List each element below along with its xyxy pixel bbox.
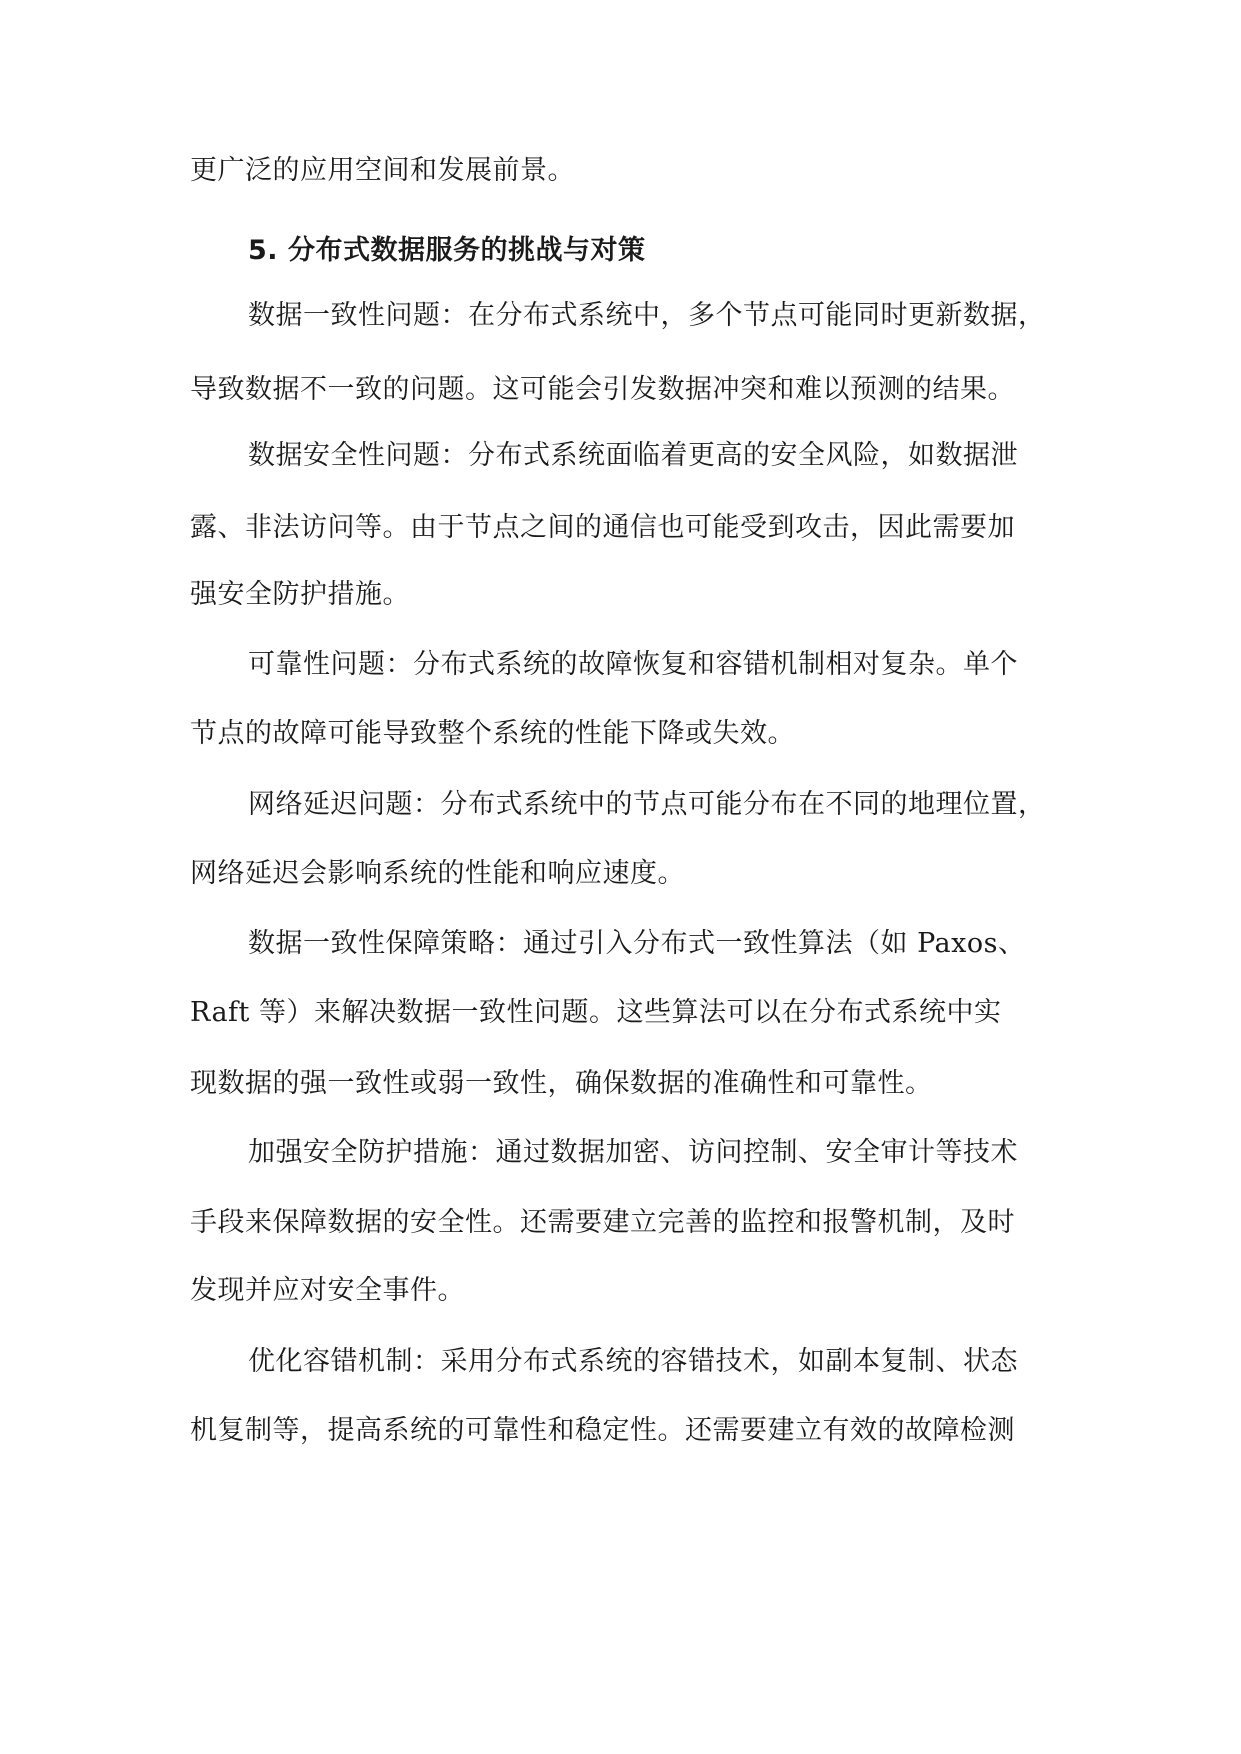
paragraph-line: 露、非法访问等。由于节点之间的通信也可能受到攻击，因此需要加 [190,512,1015,543]
paragraph-line: 发现并应对安全事件。 [190,1275,465,1306]
paragraph-line: 可靠性问题：分布式系统的故障恢复和容错机制相对复杂。单个 [248,649,1018,680]
paragraph-line: 优化容错机制：采用分布式系统的容错技术，如副本复制、状态 [248,1346,1018,1377]
paragraph-line: 网络延迟会影响系统的性能和响应速度。 [190,858,685,889]
paragraph-line: 节点的故障可能导致整个系统的性能下降或失效。 [190,718,795,749]
paragraph-line: 强安全防护措施。 [190,579,410,610]
paragraph-line: 数据安全性问题：分布式系统面临着更高的安全风险，如数据泄 [248,440,1018,471]
paragraph-line: 手段来保障数据的安全性。还需要建立完善的监控和报警机制，及时 [190,1207,1015,1238]
paragraph-line: 机复制等，提高系统的可靠性和稳定性。还需要建立有效的故障检测 [190,1415,1015,1446]
paragraph-line: 导致数据不一致的问题。这可能会引发数据冲突和难以预测的结果。 [190,374,1015,405]
paragraph-line: 数据一致性问题：在分布式系统中，多个节点可能同时更新数据， [248,300,1046,331]
paragraph-line: 现数据的强一致性或弱一致性，确保数据的准确性和可靠性。 [190,1068,933,1099]
paragraph-line: 加强安全防护措施：通过数据加密、访问控制、安全审计等技术 [248,1137,1018,1168]
paragraph-line: 数据一致性保障策略：通过引入分布式一致性算法（如 Paxos、 [248,928,1026,959]
paragraph-line: 网络延迟问题：分布式系统中的节点可能分布在不同的地理位置， [248,789,1046,820]
section-heading: 5. 分布式数据服务的挑战与对策 [248,235,646,266]
paragraph-line: Raft 等）来解决数据一致性问题。这些算法可以在分布式系统中实 [190,997,1002,1028]
paragraph-line: 更广泛的应用空间和发展前景。 [190,155,575,186]
